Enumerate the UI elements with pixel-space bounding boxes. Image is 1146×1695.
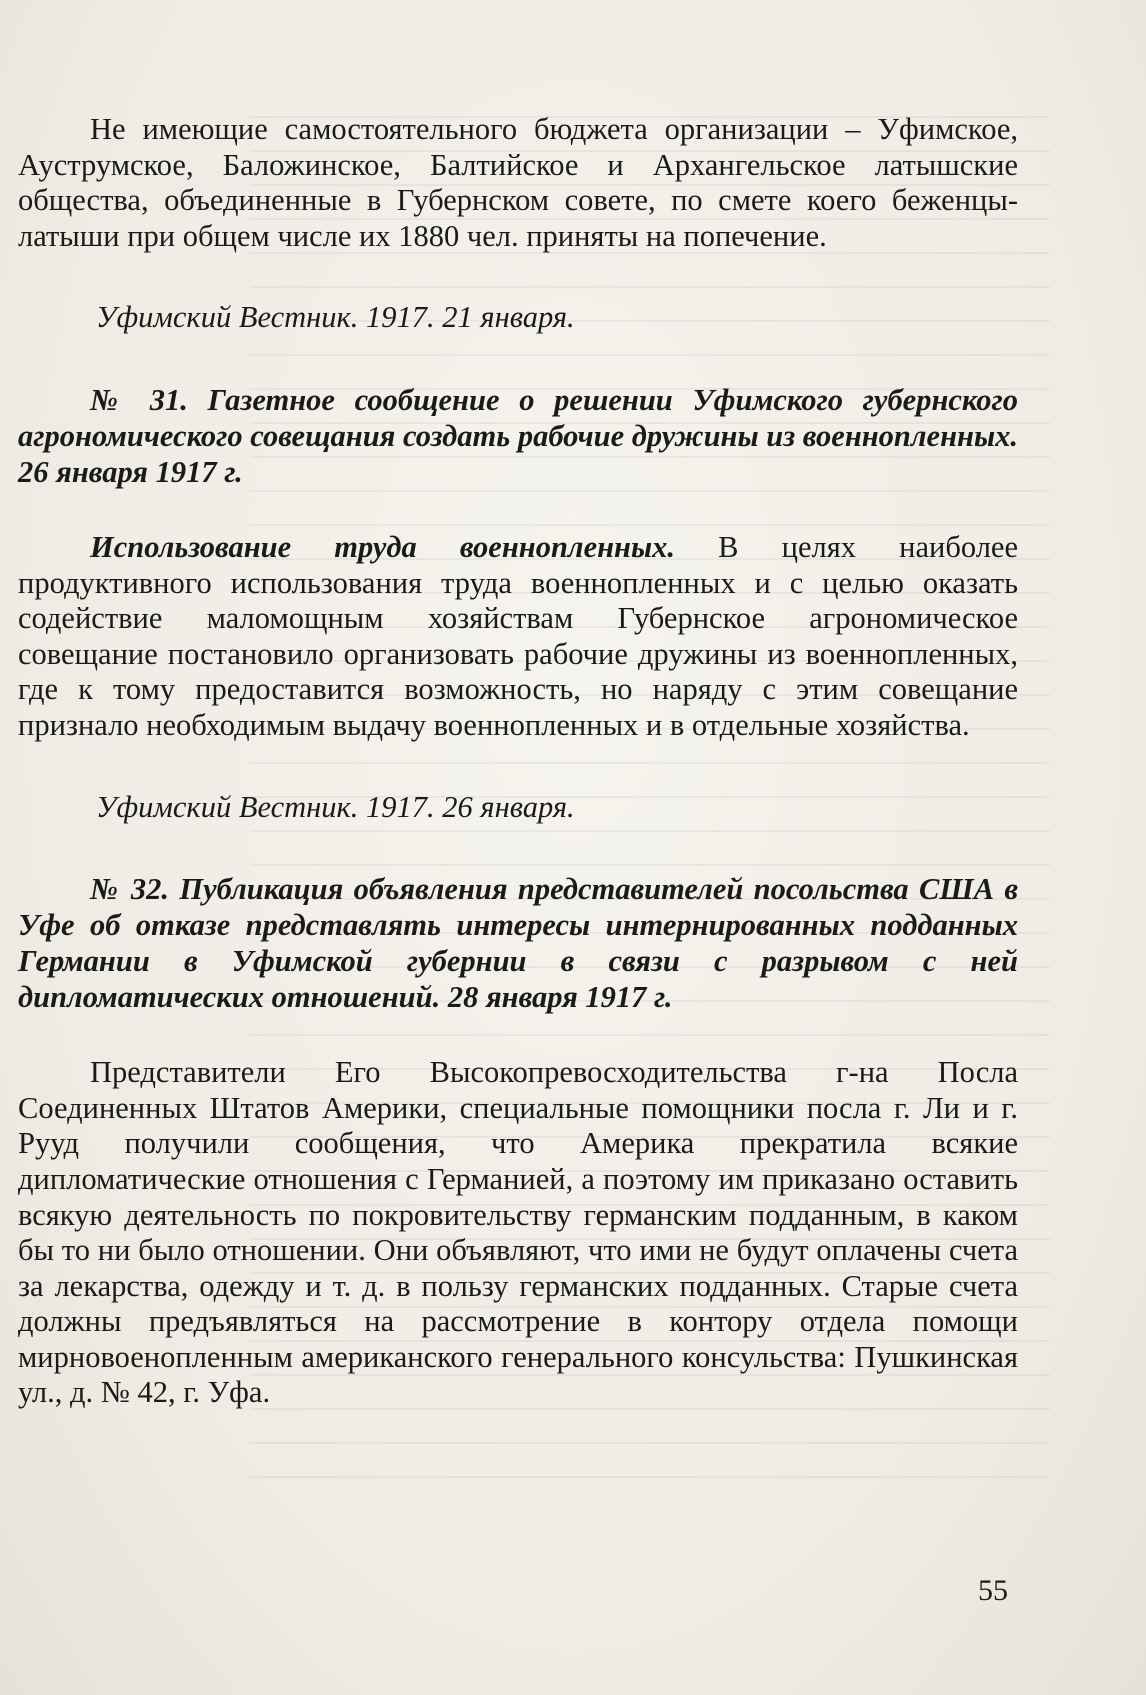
doc32-heading: № 32. Публикация объявления представителей посольства США в Уфе об отказе представлять интересы интернированных подданных Германии в Уфимской губернии в связи с разрывом с ней дипломатических отношений. 28 января 1917 г. [18, 872, 1018, 1015]
intro-paragraph: Не имеющие самостоятельного бюджета организации – Уфимское, Ауструмское, Баложинское, Балтийское и Архангельское латышские общества, объединенные в Губернском совете, по смете коего беженцы-латыши при общем числе их 1880 чел. приняты на попечение. [18, 112, 1018, 253]
doc31-runin-title: Использование труда военнопленных. [90, 529, 676, 564]
doc31-paragraph-text: В целях наиболее продуктивного использования труда военнопленных и с целью оказать содействие маломощным хозяйствам Губернское агрономическое совещание постановило организовать рабочие дружины из военнопленных, где к тому предоставится возможность, но наряду с этим совещание признало необходимым выдачу военнопленных и в отдельные хозяйства. [18, 529, 1018, 742]
doc31-source-citation: Уфимский Вестник. 1917. 26 января. [96, 789, 575, 824]
doc32-paragraph: Представители Его Высокопревосходительства г-на Посла Соединенных Штатов Америки, специальные помощники посла г. Ли и г. Рууд получили сообщения, что Америка прекратила всякие дипломатические отношения с Германией, а поэтому им приказано оставить всякую деятельность по покровительству германским подданным, в каком бы то ни было отношении. Они объявляют, что ими не будут оплачены счета за лекарства, одежду и т. д. в пользу германских подданных. Старые счета должны предъявляться на рассмотрение в контору отдела помощи мирновоенопленным американского генерального консульства: Пушкинская ул., д. № 42, г. Уфа. [18, 1055, 1018, 1410]
doc31-heading: № 31. Газетное сообщение о решении Уфимского губернского агрономического совещания создать рабочие дружины из военнопленных. 26 января 1917 г. [18, 382, 1018, 489]
intro-source-citation: Уфимский Вестник. 1917. 21 января. [96, 300, 575, 335]
doc31-paragraph [18, 530, 1018, 744]
page-number: 55 [978, 1574, 1008, 1607]
page-content [18, 112, 1018, 1411]
